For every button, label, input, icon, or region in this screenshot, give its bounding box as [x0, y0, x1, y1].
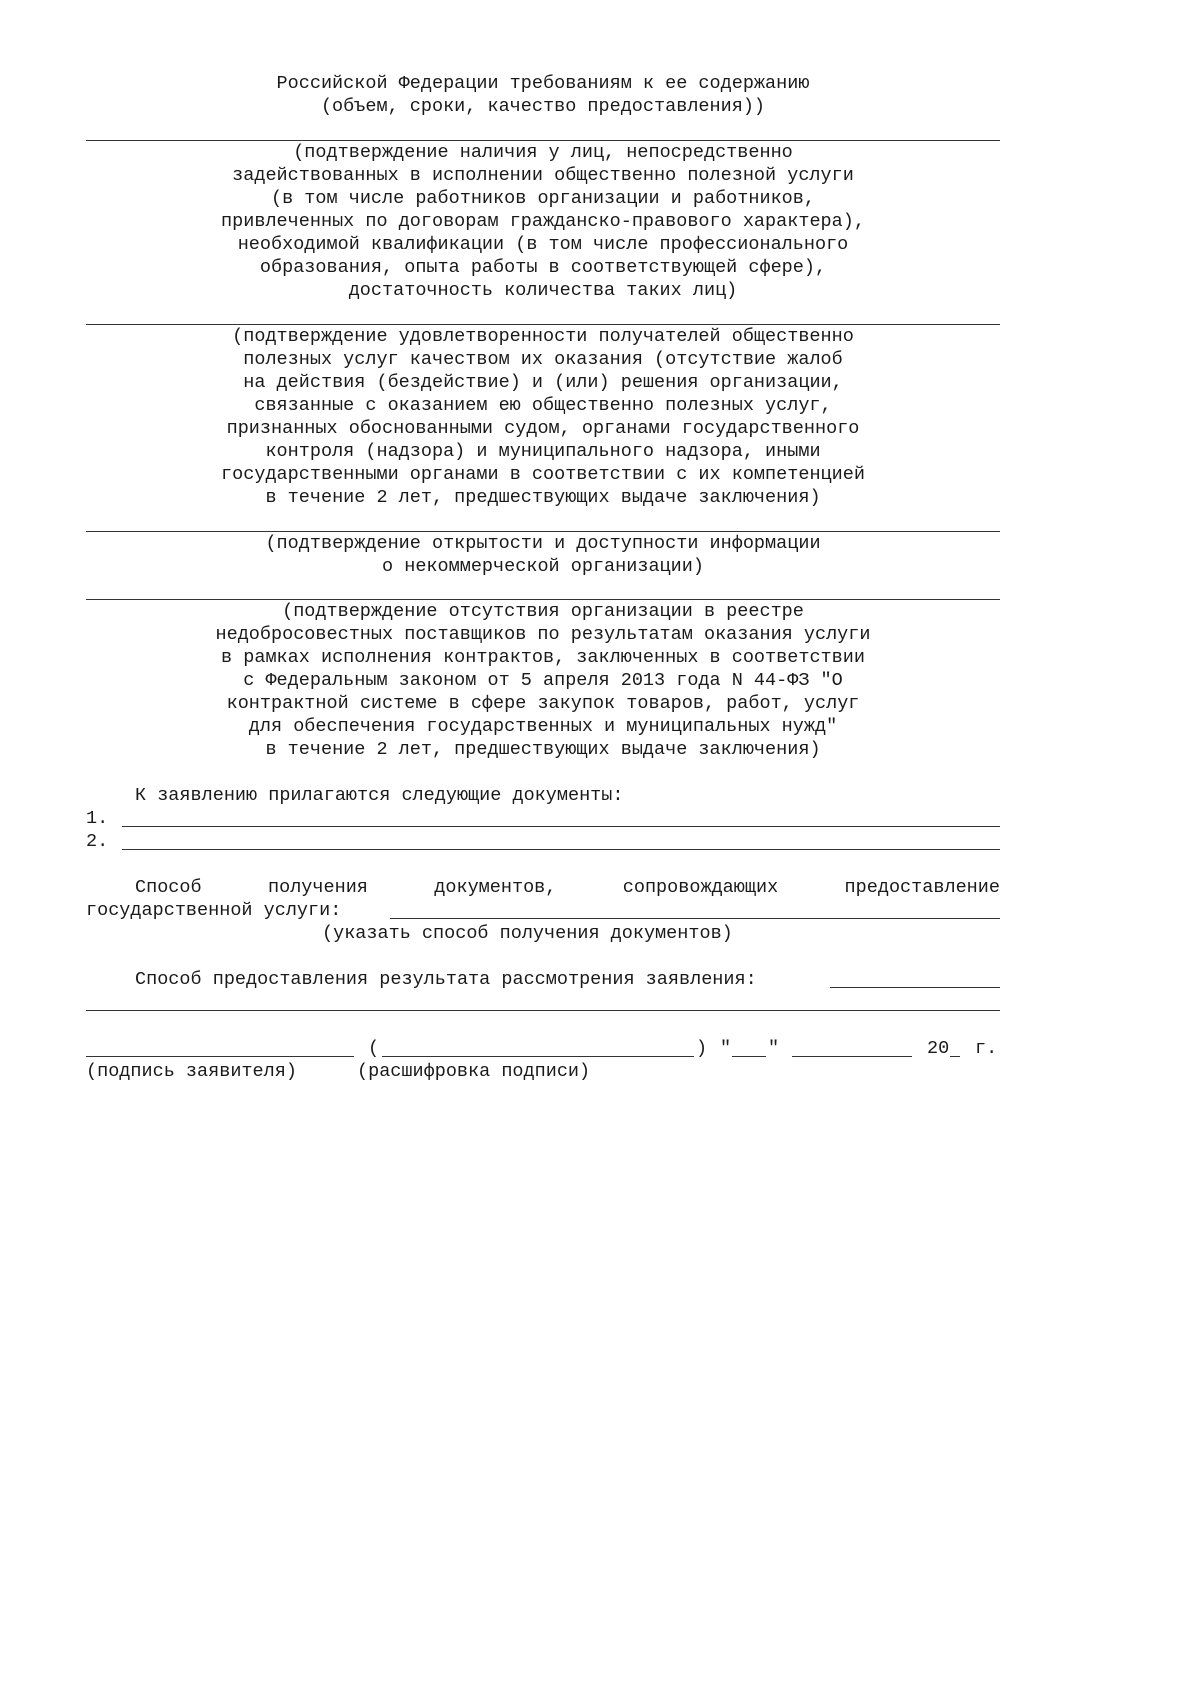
caption-line: привлеченных по договорам гражданско-правового характера),: [221, 211, 865, 232]
month-input[interactable]: [792, 1056, 912, 1057]
header-line: (объем, сроки, качество предоставления)): [320, 96, 766, 117]
receipt-word: Способ: [135, 877, 202, 898]
registry-caption: [86, 600, 1000, 761]
caption-line: на действия (бездействие) и (или) решения организации,: [243, 372, 843, 393]
caption-line: о некоммерческой организации): [382, 556, 704, 577]
caption-line: (подтверждение отсутствия организации в реестре: [282, 601, 804, 622]
qualification-caption: [86, 141, 1000, 302]
transcript-input[interactable]: [382, 1056, 694, 1057]
caption-line: признанных обоснованными судом, органами государственного: [226, 418, 860, 439]
signature-input[interactable]: [86, 1056, 354, 1057]
header-line: Российской Федерации требованиям к ее содержанию: [276, 73, 810, 94]
attachment-input-2[interactable]: [122, 849, 1000, 850]
receipt-word: сопровождающих: [622, 877, 779, 898]
result-method-label: Способ предоставления результата рассмотрения заявления:: [135, 969, 757, 990]
caption-line: (в том числе работников организации и работников,: [271, 188, 815, 209]
receipt-method-label: государственной услуги:: [86, 900, 342, 921]
day-input[interactable]: [732, 1056, 766, 1057]
receipt-word: документов,: [434, 877, 557, 898]
transcript-caption: (расшифровка подписи): [357, 1061, 591, 1082]
attachment-input-1[interactable]: [122, 826, 1000, 827]
caption-line: (подтверждение наличия у лиц, непосредственно: [293, 142, 793, 163]
caption-line: в рамках исполнения контрактов, заключенных в соответствии: [221, 647, 865, 668]
receipt-method-line: [135, 876, 1000, 899]
attachment-row-2: [86, 830, 1000, 853]
caption-line: образования, опыта работы в соответствующей сфере),: [259, 257, 827, 278]
satisfaction-caption: [86, 325, 1000, 509]
quote-close: ": [768, 1038, 780, 1059]
receipt-method-input[interactable]: [390, 918, 1000, 919]
header-text: [86, 72, 1000, 118]
year-input[interactable]: [950, 1056, 960, 1057]
caption-line: задействованных в исполнении общественно полезной услуги: [232, 165, 854, 186]
caption-line: необходимой квалификации (в том числе профессионального: [237, 234, 849, 255]
signature-caption: (подпись заявителя): [86, 1061, 297, 1082]
receipt-method-hint: (указать способ получения документов): [322, 923, 733, 944]
caption-line: достаточность количества таких лиц): [348, 280, 738, 301]
receipt-word: получения: [267, 877, 368, 898]
caption-line: для обеспечения государственных и муниципальных нужд": [248, 716, 838, 737]
result-method-continuation-input[interactable]: [86, 1010, 1000, 1011]
paren-open: (: [368, 1038, 380, 1059]
receipt-word: предоставление: [844, 877, 1000, 898]
caption-line: контрактной системе в сфере закупок товаров, работ, услуг: [226, 693, 860, 714]
caption-line: недобросовестных поставщиков по результатам оказания услуги: [215, 624, 871, 645]
paren-close: ): [696, 1038, 708, 1059]
attachments-intro: К заявлению прилагаются следующие документы:: [135, 785, 624, 806]
caption-line: с Федеральным законом от 5 апреля 2013 года N 44-ФЗ "О: [243, 670, 843, 691]
attachment-row-1: [86, 807, 1000, 830]
caption-line: государственными органами в соответствии с их компетенцией: [221, 464, 865, 485]
caption-line: (подтверждение открытости и доступности информации: [265, 533, 821, 554]
caption-line: связанные с оказанием ею общественно полезных услуг,: [254, 395, 832, 416]
year-prefix: 20: [927, 1038, 950, 1059]
year-suffix: г.: [975, 1038, 998, 1059]
openness-caption: [86, 532, 1000, 578]
caption-line: в течение 2 лет, предшествующих выдаче заключения): [265, 739, 821, 760]
caption-line: контроля (надзора) и муниципального надзора, иными: [265, 441, 821, 462]
attachment-number: 1.: [86, 808, 109, 829]
caption-line: в течение 2 лет, предшествующих выдаче заключения): [265, 487, 821, 508]
attachment-number: 2.: [86, 831, 109, 852]
quote-open: ": [720, 1038, 732, 1059]
caption-line: полезных услуг качеством их оказания (отсутствие жалоб: [243, 349, 843, 370]
caption-line: (подтверждение удовлетворенности получателей общественно: [232, 326, 854, 347]
result-method-input[interactable]: [830, 987, 1000, 988]
